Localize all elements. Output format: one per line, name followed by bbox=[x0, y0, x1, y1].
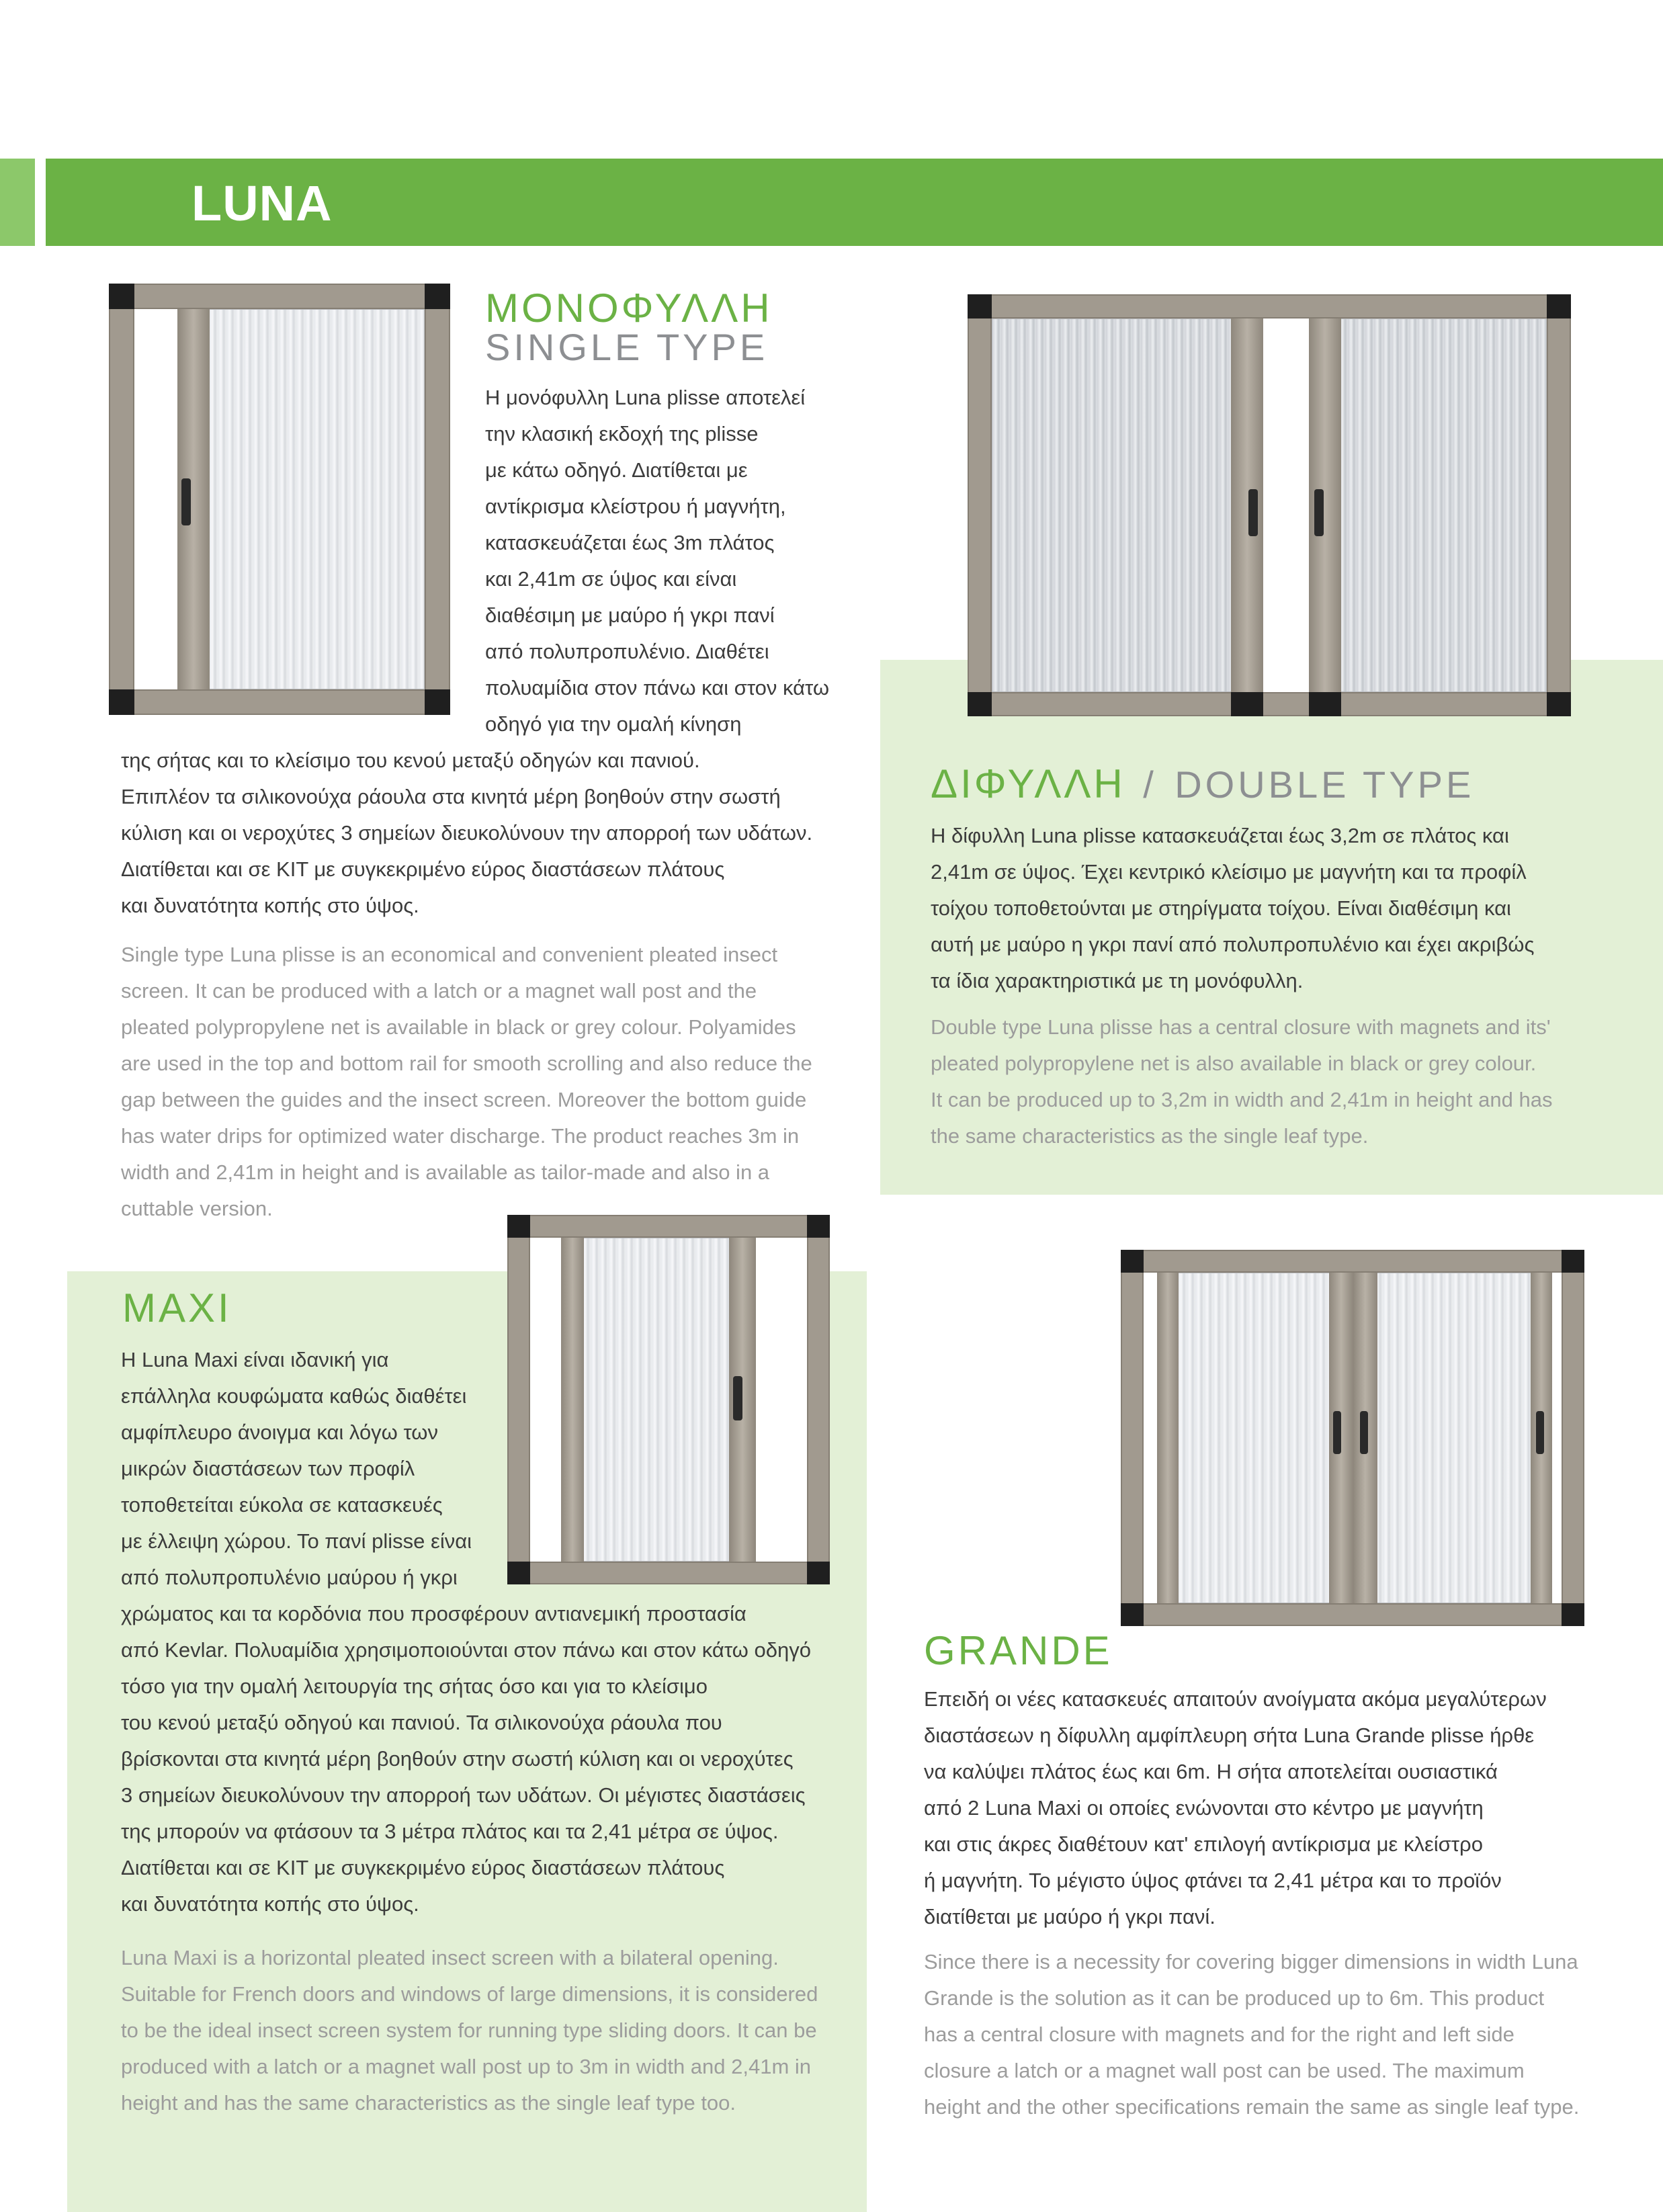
text-line: και στις άκρες διαθέτουν κατ' επιλογή αντίκρισμα με κλείστρο bbox=[924, 1832, 1483, 1856]
text-line: pleated polypropylene net is available in black or grey colour. Polyamides bbox=[121, 1015, 796, 1039]
text-line: και 2,41m σε ύψος και είναι bbox=[485, 567, 737, 591]
double-title-en: DOUBLE TYPE bbox=[1175, 763, 1475, 806]
double-text-gr bbox=[931, 818, 1643, 999]
grande-title: GRANDE bbox=[924, 1628, 1113, 1673]
maxi-image bbox=[507, 1215, 830, 1584]
text-line: να καλύψει πλάτος έως και 6m. Η σήτα αποτελείται ουσιαστικά bbox=[924, 1760, 1498, 1783]
text-line: 3 σημείων διευκολύνουν την απορροή των υδάτων. Οι μέγιστες διαστάσεις bbox=[121, 1783, 806, 1807]
text-line: Η δίφυλλη Luna plisse κατασκευάζεται έως 3,2m σε πλάτος και bbox=[931, 824, 1509, 847]
double-title-sep: / bbox=[1143, 763, 1157, 806]
text-line: to be the ideal insect screen system for running type sliding doors. It can be bbox=[121, 2018, 817, 2042]
grande-image bbox=[1121, 1250, 1584, 1626]
text-line: μικρών διαστάσεων των προφίλ bbox=[121, 1457, 415, 1480]
single-text-gr-bottom bbox=[121, 742, 847, 924]
text-line: διατίθεται με μαύρο ή γκρι πανί. bbox=[924, 1905, 1216, 1928]
single-text-gr-top bbox=[485, 380, 841, 742]
single-text-en bbox=[121, 937, 847, 1227]
text-line: της σήτας και το κλείσιμο του κενού μεταξύ οδηγών και πανιού. bbox=[121, 749, 700, 772]
page-title: LUNA bbox=[191, 175, 333, 231]
header-band-tab bbox=[0, 159, 35, 246]
grande-text-en bbox=[924, 1944, 1650, 2125]
text-line: ή μαγνήτη. Το μέγιστο ύψος φτάνει τα 2,41 μέτρα και το προϊόν bbox=[924, 1869, 1502, 1892]
text-line: τόσο για την ομαλή λειτουργία της σήτας όσο και για το κλείσιμο bbox=[121, 1674, 708, 1698]
text-line: διαστάσεων η δίφυλλη αμφίπλευρη σήτα Luna Grande plisse ήρθε bbox=[924, 1724, 1535, 1747]
text-line: την κλασική εκδοχή της plisse bbox=[485, 422, 759, 445]
text-line: Η μονόφυλλη Luna plisse αποτελεί bbox=[485, 386, 806, 409]
text-line: Luna Maxi is a horizontal pleated insect screen with a bilateral opening. bbox=[121, 1946, 779, 1969]
text-line: gap between the guides and the insect screen. Moreover the bottom guide bbox=[121, 1088, 807, 1111]
double-title-gr: ΔΙΦΥΛΛΗ bbox=[931, 761, 1125, 806]
text-line: αντίκρισμα κλείστρου ή μαγνήτη, bbox=[485, 495, 786, 518]
text-line: Διατίθεται και σε KIT με συγκεκριμένο εύρος διαστάσεων πλάτους bbox=[121, 1856, 725, 1879]
maxi-title: MAXI bbox=[122, 1285, 232, 1330]
text-line: has water drips for optimized water discharge. The product reaches 3m in bbox=[121, 1124, 800, 1148]
maxi-text-gr-top bbox=[121, 1342, 497, 1596]
text-line: χρώματος και τα κορδόνια που προσφέρουν αντιανεμική προστασία bbox=[121, 1602, 747, 1625]
text-line: πολυαμίδια στον πάνω και στον κάτω bbox=[485, 676, 830, 699]
text-line: από πολυπροπυλένιο μαύρου ή γκρι bbox=[121, 1566, 458, 1589]
text-line: height and has the same characteristics as the single leaf type too. bbox=[121, 2091, 736, 2115]
text-line: τοίχου τοποθετούνται με στηρίγματα τοίχου. Είναι διαθέσιμη και bbox=[931, 896, 1511, 920]
text-line: τοποθετείται εύκολα σε κατασκευές bbox=[121, 1493, 443, 1517]
text-line: κύλιση και οι νεροχύτες 3 σημείων διευκολύνουν την απορροή των υδάτων. bbox=[121, 821, 813, 845]
text-line: width and 2,41m in height and is available as tailor-made and also in a bbox=[121, 1160, 770, 1184]
text-line: αυτή με μαύρο η γκρι πανί από πολυπροπυλένιο και έχει ακριβώς bbox=[931, 933, 1535, 956]
text-line: διαθέσιμη με μαύρο ή γκρι πανί bbox=[485, 603, 775, 627]
text-line: τα ίδια χαρακτηριστικά με τη μονόφυλλη. bbox=[931, 969, 1304, 992]
maxi-text-en bbox=[121, 1940, 853, 2121]
double-title bbox=[931, 761, 1474, 807]
text-line: από Kevlar. Πολυαμίδια χρησιμοποιούνται στον πάνω και στον κάτω οδηγό bbox=[121, 1638, 811, 1662]
text-line: αμφίπλευρο άνοιγμα και λόγω των bbox=[121, 1420, 439, 1444]
text-line: cuttable version. bbox=[121, 1197, 273, 1220]
grande-text-gr bbox=[924, 1681, 1650, 1935]
text-line: και δυνατότητα κοπής στο ύψος. bbox=[121, 894, 419, 917]
text-line: Single type Luna plisse is an economical and convenient pleated insect bbox=[121, 943, 778, 966]
maxi-text-gr-bottom bbox=[121, 1596, 853, 1922]
text-line: has a central closure with magnets and for the right and left side bbox=[924, 2023, 1515, 2046]
text-line: από 2 Luna Maxi οι οποίες ενώνονται στο κέντρο με μαγνήτη bbox=[924, 1796, 1484, 1820]
text-line: Επειδή οι νέες κατασκευές απαιτούν ανοίγματα ακόμα μεγαλύτερων bbox=[924, 1687, 1547, 1711]
single-type-image bbox=[109, 284, 450, 715]
text-line: It can be produced up to 3,2m in width and 2,41m in height and has bbox=[931, 1088, 1553, 1111]
text-line: κατασκευάζεται έως 3m πλάτος bbox=[485, 531, 775, 554]
text-line: του κενού μεταξύ οδηγού και πανιού. Τα σιλικονούχα ράουλα που bbox=[121, 1711, 722, 1734]
text-line: επάλληλα κουφώματα καθώς διαθέτει bbox=[121, 1384, 467, 1408]
text-line: οδηγό για την ομαλή κίνηση bbox=[485, 712, 742, 736]
text-line: από πολυπροπυλένιο. Διαθέτει bbox=[485, 640, 769, 663]
text-line: Η Luna Maxi είναι ιδανική για bbox=[121, 1348, 389, 1371]
double-type-image bbox=[968, 294, 1571, 716]
text-line: με κάτω οδηγό. Διατίθεται με bbox=[485, 458, 748, 482]
text-line: Suitable for French doors and windows of large dimensions, it is considered bbox=[121, 1982, 818, 2006]
text-line: Double type Luna plisse has a central closure with magnets and its' bbox=[931, 1015, 1551, 1039]
text-line: Επιπλέον τα σιλικονούχα ράουλα στα κινητά μέρη βοηθούν στην σωστή bbox=[121, 785, 781, 808]
single-title-en: SINGLE TYPE bbox=[485, 326, 769, 368]
double-text-en bbox=[931, 1009, 1643, 1154]
text-line: Since there is a necessity for covering bigger dimensions in width Luna bbox=[924, 1950, 1578, 1973]
text-line: 2,41m σε ύψος. Έχει κεντρικό κλείσιμο με μαγνήτη και τα προφίλ bbox=[931, 860, 1527, 884]
text-line: closure a latch or a magnet wall post can be used. The maximum bbox=[924, 2059, 1525, 2082]
text-line: βρίσκονται στα κινητά μέρη βοηθούν στην σωστή κύλιση και οι νεροχύτες bbox=[121, 1747, 794, 1771]
text-line: Διατίθεται και σε KIT με συγκεκριμένο εύρος διαστάσεων πλάτους bbox=[121, 857, 725, 881]
text-line: της μπορούν να φτάσουν τα 3 μέτρα πλάτος και τα 2,41 μέτρα σε ύψος. bbox=[121, 1820, 779, 1843]
text-line: the same characteristics as the single leaf type. bbox=[931, 1124, 1369, 1148]
text-line: are used in the top and bottom rail for smooth scrolling and also reduce the bbox=[121, 1052, 812, 1075]
text-line: pleated polypropylene net is also available in black or grey colour. bbox=[931, 1052, 1537, 1075]
text-line: height and the other specifications remain the same as single leaf type. bbox=[924, 2095, 1580, 2119]
text-line: produced with a latch or a magnet wall post up to 3m in width and 2,41m in bbox=[121, 2055, 812, 2078]
text-line: screen. It can be produced with a latch or a magnet wall post and the bbox=[121, 979, 757, 1003]
text-line: Grande is the solution as it can be produced up to 6m. This product bbox=[924, 1986, 1545, 2010]
single-title-gr: ΜΟΝΟΦΥΛΛΗ bbox=[485, 286, 773, 331]
text-line: και δυνατότητα κοπής στο ύψος. bbox=[121, 1892, 419, 1916]
text-line: με έλλειψη χώρου. Το πανί plisse είναι bbox=[121, 1529, 472, 1553]
